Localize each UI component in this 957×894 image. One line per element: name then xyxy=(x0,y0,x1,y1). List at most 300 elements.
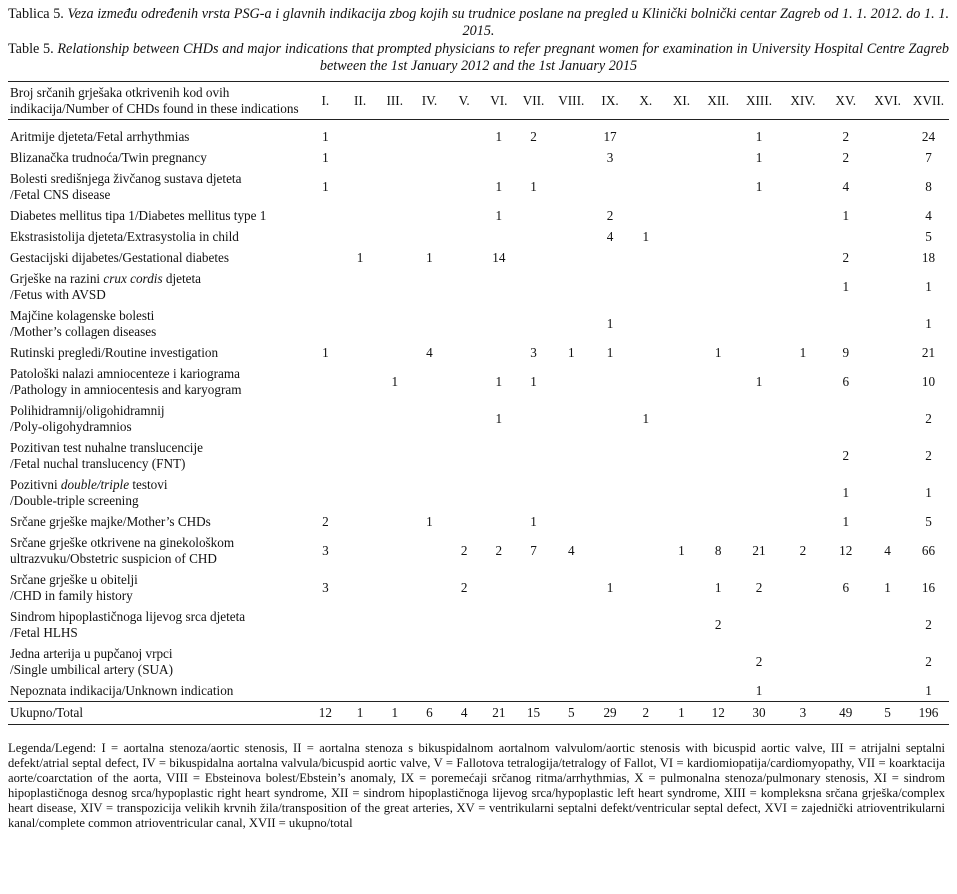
total-cell: 4 xyxy=(460,705,468,721)
table-cell: 2 xyxy=(460,542,468,558)
header-col: VI. xyxy=(490,92,508,108)
table-cell xyxy=(412,680,447,702)
table-cell: 2 xyxy=(755,579,763,595)
table-cell xyxy=(377,226,412,247)
table-cell xyxy=(516,643,551,680)
table-cell xyxy=(781,680,824,702)
table-cell xyxy=(343,147,378,168)
table-cell xyxy=(663,342,700,363)
table-cell: 2 xyxy=(495,542,503,558)
table-cell xyxy=(343,168,378,205)
table-cell xyxy=(412,205,447,226)
table-cell xyxy=(592,606,629,643)
row-label xyxy=(8,680,308,702)
table-cell: 14 xyxy=(492,249,506,265)
total-row xyxy=(8,702,949,725)
row-label xyxy=(8,147,308,168)
table-cell xyxy=(592,437,629,474)
table-cell: 4 xyxy=(426,344,433,360)
row-label-line2: /Fetal CNS disease xyxy=(10,186,111,202)
table-cell: 2 xyxy=(322,513,329,529)
table-cell: 2 xyxy=(606,207,614,223)
table-cell xyxy=(516,268,551,305)
table-cell: 2 xyxy=(925,616,932,632)
row-label-line1: Nepoznata indikacija/Unknown indication xyxy=(10,682,234,698)
table-cell: 2 xyxy=(842,149,850,165)
table-cell xyxy=(592,511,629,532)
header-col: XIV. xyxy=(790,92,816,108)
table-cell xyxy=(551,400,592,437)
table-cell xyxy=(412,168,447,205)
header-col: X. xyxy=(639,92,653,108)
table-cell xyxy=(551,147,592,168)
table-cell: 12 xyxy=(839,542,853,558)
table-cell xyxy=(628,305,663,342)
table-cell xyxy=(481,511,516,532)
row-label-line1: Aritmije djeteta/Fetal arrhythmias xyxy=(10,128,190,144)
table-cell xyxy=(343,268,378,305)
table-cell xyxy=(867,247,908,268)
table-cell xyxy=(592,168,629,205)
table-cell xyxy=(737,205,782,226)
table-cell: 2 xyxy=(530,128,537,144)
table-cell xyxy=(516,247,551,268)
table-cell: 1 xyxy=(714,579,722,595)
row-label-text: Grješke na razini xyxy=(10,271,104,286)
table-cell: 1 xyxy=(642,410,650,426)
table-cell: 1 xyxy=(495,128,503,144)
row-label-line2: /Single umbilical artery (SUA) xyxy=(10,661,173,677)
table-row xyxy=(8,511,949,532)
table-cell xyxy=(551,126,592,147)
table-cell xyxy=(481,147,516,168)
table-cell: 4 xyxy=(606,228,614,244)
table-row xyxy=(8,606,949,643)
total-cell: 30 xyxy=(752,705,766,721)
table-cell xyxy=(551,168,592,205)
table-cell xyxy=(737,247,782,268)
table-cell xyxy=(867,363,908,400)
table-cell: 1 xyxy=(884,579,891,595)
table-cell xyxy=(700,168,737,205)
total-label: Ukupno/Total xyxy=(10,705,84,721)
header-col: XI. xyxy=(672,92,691,108)
table-cell xyxy=(447,305,482,342)
table-cell: 17 xyxy=(603,128,617,144)
table-cell xyxy=(781,147,824,168)
table-cell xyxy=(377,205,412,226)
table-cell: 10 xyxy=(921,373,936,389)
table-cell: 1 xyxy=(606,315,614,331)
header-indication: Broj srčanih grješaka otkrivenih kod ovih indikacija/Number of CHDs found in these indications xyxy=(10,85,299,116)
row-label-line1: Jedna arterija u pupčanoj vrpci xyxy=(10,646,173,661)
row-label-line1: Majčine kolagenske bolesti xyxy=(10,308,155,323)
table-cell xyxy=(308,606,343,643)
total-cell: 1 xyxy=(356,705,364,721)
table-cell xyxy=(551,226,592,247)
table-cell: 3 xyxy=(606,149,614,165)
caption-hr-label: Tablica 5. xyxy=(8,6,64,22)
table-cell: 1 xyxy=(755,178,763,194)
table-cell: 1 xyxy=(391,373,399,389)
table-cell xyxy=(867,268,908,305)
row-label-italic: crux cordis xyxy=(103,271,163,286)
table-cell xyxy=(737,342,782,363)
row-label-line1: Pozitivan test nuhalne translucencije xyxy=(10,440,203,455)
row-label-line2: /CHD in family history xyxy=(10,587,133,603)
table-cell xyxy=(663,205,700,226)
table-cell: 1 xyxy=(642,228,650,244)
table-cell xyxy=(481,342,516,363)
table-cell xyxy=(447,643,482,680)
table-row xyxy=(8,680,949,702)
table-cell xyxy=(377,437,412,474)
total-cell: 6 xyxy=(426,705,433,721)
table-cell xyxy=(377,247,412,268)
table-cell: 1 xyxy=(495,178,503,194)
table-cell xyxy=(700,268,737,305)
table-cell: 1 xyxy=(495,373,503,389)
table-cell xyxy=(377,305,412,342)
header-col: II. xyxy=(354,92,367,108)
table-cell: 1 xyxy=(530,513,537,529)
table-cell xyxy=(447,437,482,474)
table-cell xyxy=(781,606,824,643)
table-cell: 3 xyxy=(530,344,537,360)
table-cell: 1 xyxy=(842,484,850,500)
row-label xyxy=(8,400,308,437)
table-cell xyxy=(412,126,447,147)
table-cell: 1 xyxy=(714,344,722,360)
table-cell xyxy=(867,474,908,511)
table-cell: 66 xyxy=(921,542,936,558)
table-cell xyxy=(867,437,908,474)
table-row xyxy=(8,363,949,400)
table-cell xyxy=(628,606,663,643)
table-cell xyxy=(663,305,700,342)
table-cell: 1 xyxy=(799,344,807,360)
table-cell xyxy=(308,400,343,437)
row-label xyxy=(8,226,308,247)
table-cell xyxy=(447,226,482,247)
table-cell xyxy=(867,680,908,702)
table-cell xyxy=(781,474,824,511)
table-cell xyxy=(343,226,378,247)
table-cell xyxy=(592,532,629,569)
row-label-line1: Rutinski pregledi/Routine investigation xyxy=(10,344,219,360)
table-cell xyxy=(628,247,663,268)
table-cell xyxy=(867,643,908,680)
table-cell: 1 xyxy=(755,149,763,165)
row-label-text: testovi xyxy=(129,477,168,492)
table-cell xyxy=(781,305,824,342)
total-cell: 21 xyxy=(492,705,506,721)
table-cell xyxy=(308,205,343,226)
table-cell xyxy=(377,680,412,702)
header-col: I. xyxy=(321,92,330,108)
total-cell: 3 xyxy=(799,705,807,721)
table-cell xyxy=(867,147,908,168)
table-cell xyxy=(663,147,700,168)
caption-en-title: Relationship between CHDs and major indications that prompted physicians to refer pregnant women for examination in University Hospital Centre Zagreb between the 1st January 2012 and the 1st January 2015 xyxy=(57,41,949,74)
table-cell: 2 xyxy=(799,542,807,558)
row-label-line2: /Pathology in amniocentesis and karyogram xyxy=(10,381,242,397)
table-cell xyxy=(377,474,412,511)
total-cell: 196 xyxy=(918,705,939,721)
table-cell xyxy=(308,437,343,474)
table-cell xyxy=(377,268,412,305)
table-cell xyxy=(308,268,343,305)
legend: Legenda/Legend: I = aortalna stenoza/aortic stenosis, II = aortalna stenoza s bikuspidalnom aortalnom valvulom/aortic stenosis with bicuspid aortic valve, III = atrijalni septalni defekt/atrial septal defect, IV = bikuspidalna aortalna valvula/bicuspid aortic valve, V = Fallotova tetralogija/tetralogy of Fallot, VI = kardiomiopatija/cardiomyopathy, VII = koarktacija aorte/coarctation of the aorta, VIII = Ebsteinova bolest/Ebstein’s anomaly, IX = poremećaji srčanog ritma/arrhythmias, X = pulmonalna stenoza/pulmonary stenosis, XI = sindrom hipoplastičnoga desnog srca/hypoplastic right heart syndrome, XII = sindrom hipoplastičnoga lijevog srca/hypoplastic left heart syndrome, XIII = kompleksna srčana grješka/complex heart disease, XIV = transpozicija velikih krvnih žila/transposition of the great arteries, XV = ventrikularni septalni defekt/ventricular septal defect, XVI = zajednički atrioventrikularni kanal/complete common atrioventricular canal, XVII = ukupno/total xyxy=(8,741,945,830)
table-cell xyxy=(481,474,516,511)
table-cell xyxy=(592,363,629,400)
row-label-line1: Blizanačka trudnoća/Twin pregnancy xyxy=(10,149,207,165)
table-cell xyxy=(700,147,737,168)
row-label-line1: Srčane grješke u obitelji xyxy=(10,572,138,587)
table-row xyxy=(8,205,949,226)
table-cell xyxy=(343,643,378,680)
table-row xyxy=(8,569,949,606)
table-cell xyxy=(737,474,782,511)
caption-english xyxy=(8,41,949,75)
table-cell: 6 xyxy=(842,373,850,389)
table-cell xyxy=(343,606,378,643)
table-cell xyxy=(700,643,737,680)
table-cell: 1 xyxy=(322,149,329,165)
table-row xyxy=(8,247,949,268)
table-cell xyxy=(447,342,482,363)
table-cell xyxy=(412,147,447,168)
table-cell xyxy=(308,474,343,511)
table-cell xyxy=(377,342,412,363)
table-cell xyxy=(308,680,343,702)
table-cell xyxy=(867,342,908,363)
total-cell: 15 xyxy=(526,705,541,721)
table-cell: 1 xyxy=(755,682,763,698)
row-label-line1: Gestacijski dijabetes/Gestational diabetes xyxy=(10,249,229,265)
table-cell xyxy=(343,680,378,702)
table-cell xyxy=(308,363,343,400)
table-cell: 1 xyxy=(426,249,433,265)
table-cell xyxy=(551,680,592,702)
table-cell: 8 xyxy=(925,178,932,194)
table-cell: 1 xyxy=(530,178,537,194)
table-cell xyxy=(377,511,412,532)
table-cell xyxy=(412,305,447,342)
table-cell xyxy=(700,226,737,247)
table-cell xyxy=(628,569,663,606)
table-cell xyxy=(447,268,482,305)
table-cell xyxy=(867,168,908,205)
table-row xyxy=(8,342,949,363)
table-cell xyxy=(781,247,824,268)
table-cell xyxy=(663,226,700,247)
table-cell xyxy=(551,606,592,643)
header-col: III. xyxy=(386,92,403,108)
table-cell xyxy=(308,305,343,342)
table-cell: 1 xyxy=(755,373,763,389)
table-cell xyxy=(592,247,629,268)
table-cell xyxy=(824,305,867,342)
table-cell: 1 xyxy=(322,178,329,194)
total-cell: 29 xyxy=(603,705,617,721)
table-cell xyxy=(377,532,412,569)
table-cell xyxy=(343,474,378,511)
header-col: XV. xyxy=(835,92,857,108)
table-cell: 4 xyxy=(925,207,932,223)
table-cell: 2 xyxy=(842,447,850,463)
table-cell: 2 xyxy=(925,410,932,426)
table-cell: 8 xyxy=(714,542,722,558)
table-cell xyxy=(663,363,700,400)
table-cell xyxy=(700,247,737,268)
table-row xyxy=(8,643,949,680)
table-cell xyxy=(412,643,447,680)
row-label xyxy=(8,474,308,511)
table-body xyxy=(8,120,949,725)
table-cell xyxy=(481,268,516,305)
table-cell xyxy=(781,400,824,437)
table-cell: 18 xyxy=(921,249,936,265)
table-cell xyxy=(412,606,447,643)
table-cell xyxy=(377,643,412,680)
table-cell xyxy=(628,268,663,305)
table-cell: 2 xyxy=(842,128,850,144)
table-cell xyxy=(781,437,824,474)
table-cell xyxy=(867,511,908,532)
table-cell: 1 xyxy=(322,128,329,144)
table-cell xyxy=(700,511,737,532)
table-cell: 1 xyxy=(842,513,850,529)
row-label xyxy=(8,168,308,205)
table-cell: 1 xyxy=(925,278,932,294)
table-cell xyxy=(628,437,663,474)
table-cell xyxy=(308,226,343,247)
table-cell xyxy=(781,569,824,606)
table-cell xyxy=(592,643,629,680)
caption-hr-title: Veza između određenih vrsta PSG-a i glavnih indikacija zbog kojih su trudnice poslane na pregled u Klinički bolnički centar Zagreb od 1. 1. 2012. do 1. 1. 2015. xyxy=(67,6,950,39)
table-cell xyxy=(447,474,482,511)
table-cell: 2 xyxy=(755,653,763,669)
table-cell xyxy=(663,569,700,606)
table-cell xyxy=(447,363,482,400)
table-cell xyxy=(867,126,908,147)
table-cell xyxy=(663,474,700,511)
table-cell: 1 xyxy=(356,249,364,265)
table-cell xyxy=(628,474,663,511)
table-cell xyxy=(447,205,482,226)
row-label xyxy=(8,643,308,680)
table-cell xyxy=(377,606,412,643)
row-label xyxy=(8,205,308,226)
table-cell: 1 xyxy=(530,373,537,389)
header-col: VII. xyxy=(522,92,545,108)
table-cell xyxy=(592,680,629,702)
row-label-italic: double/triple xyxy=(60,477,130,492)
table-cell: 16 xyxy=(921,579,936,595)
table-cell: 3 xyxy=(322,542,329,558)
total-cell: 1 xyxy=(391,705,399,721)
table-cell: 4 xyxy=(884,542,891,558)
table-row xyxy=(8,400,949,437)
table-cell xyxy=(551,363,592,400)
table-cell xyxy=(343,569,378,606)
table-cell xyxy=(377,147,412,168)
table-cell xyxy=(551,305,592,342)
table-caption xyxy=(8,6,949,75)
row-label xyxy=(8,126,308,147)
row-label-line2: /Poly-oligohydramnios xyxy=(10,418,132,434)
table-cell xyxy=(481,643,516,680)
table-cell xyxy=(781,268,824,305)
table-cell xyxy=(700,205,737,226)
table-cell: 1 xyxy=(606,344,614,360)
table-cell xyxy=(781,363,824,400)
table-cell xyxy=(343,437,378,474)
total-cell: 49 xyxy=(839,705,853,721)
table-cell xyxy=(737,226,782,247)
caption-croatian xyxy=(8,6,949,40)
row-label xyxy=(8,569,308,606)
table-cell xyxy=(481,680,516,702)
table-cell xyxy=(516,400,551,437)
table-cell xyxy=(481,437,516,474)
table-cell: 1 xyxy=(495,207,503,223)
table-cell xyxy=(628,126,663,147)
table-cell xyxy=(737,400,782,437)
table-cell: 1 xyxy=(842,207,850,223)
table-cell xyxy=(447,168,482,205)
table-row xyxy=(8,305,949,342)
header-col: IV. xyxy=(421,92,438,108)
header-col: V. xyxy=(458,92,470,108)
table-cell xyxy=(663,680,700,702)
table-cell xyxy=(592,268,629,305)
table-cell: 7 xyxy=(925,149,932,165)
table-cell: 1 xyxy=(322,344,329,360)
table-cell xyxy=(628,532,663,569)
table-cell xyxy=(551,511,592,532)
table-cell: 4 xyxy=(842,178,850,194)
table-cell xyxy=(551,205,592,226)
table-cell xyxy=(516,474,551,511)
table-cell xyxy=(516,606,551,643)
table-cell xyxy=(628,363,663,400)
table-cell xyxy=(343,511,378,532)
table-cell xyxy=(737,606,782,643)
table-cell xyxy=(663,268,700,305)
row-label-line2: /Fetus with AVSD xyxy=(10,286,106,302)
table-cell xyxy=(551,474,592,511)
row-label-line1: Srčane grješke majke/Mother’s CHDs xyxy=(10,513,211,529)
table-cell xyxy=(824,400,867,437)
table-cell xyxy=(516,680,551,702)
row-label xyxy=(8,532,308,569)
table-cell xyxy=(628,147,663,168)
table-cell xyxy=(447,680,482,702)
table-cell xyxy=(447,126,482,147)
table-cell xyxy=(781,226,824,247)
table-cell xyxy=(447,400,482,437)
table-cell xyxy=(516,205,551,226)
table-row xyxy=(8,474,949,511)
table-cell xyxy=(663,643,700,680)
table-cell xyxy=(628,342,663,363)
total-cell: 12 xyxy=(318,705,332,721)
table-cell xyxy=(700,363,737,400)
table-cell xyxy=(737,305,782,342)
table-cell xyxy=(551,643,592,680)
